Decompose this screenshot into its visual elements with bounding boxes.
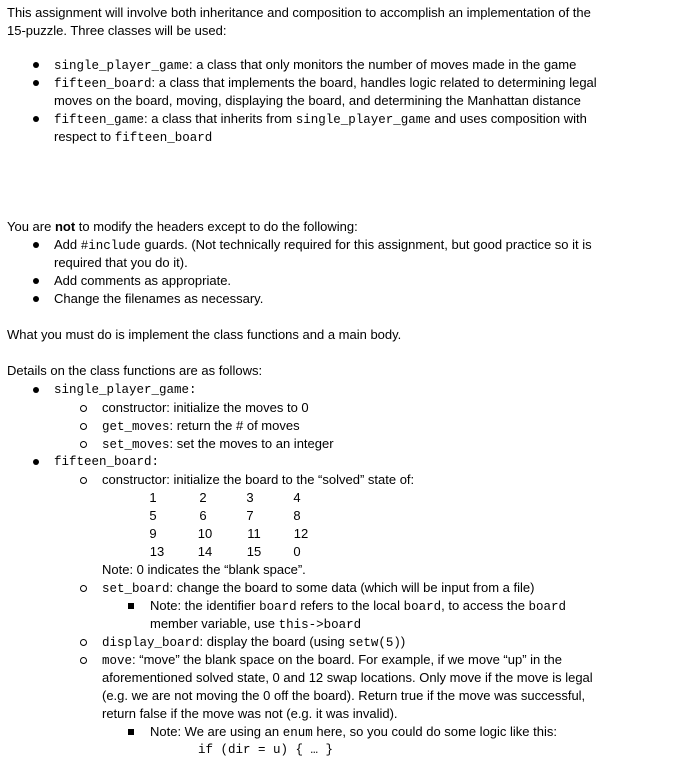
bullet-icon: [33, 459, 39, 465]
grid-cell: 14: [197, 544, 213, 559]
bullet-icon: [33, 242, 39, 248]
task-text: What you must do is implement the class functions and a main body.: [7, 327, 402, 342]
grid-cell: 4: [293, 490, 301, 505]
class-item-single-player-game: single_player_game: a class that only monitors the number of moves made in the game: [54, 57, 577, 73]
rule-item-guards-cont: required that you do it).: [54, 255, 188, 270]
fb-heading: fifteen_board:: [54, 455, 160, 469]
circle-bullet-icon: [80, 477, 87, 484]
spg-set-moves: set_moves: set the moves to an integer: [102, 436, 334, 452]
grid-cell: 3: [246, 490, 254, 505]
grid-cell: 8: [293, 508, 301, 523]
fb-display-board: display_board: display the board (using setw(5)): [102, 634, 406, 650]
class-item-fifteen-board: fifteen_board: a class that implements the board, handles logic related to determining legal: [54, 75, 597, 91]
grid-cell: 11: [247, 526, 261, 541]
circle-bullet-icon: [80, 585, 87, 592]
class-item-fifteen-game: fifteen_game: a class that inherits from single_player_game and uses composition with: [54, 111, 587, 127]
circle-bullet-icon: [80, 405, 87, 412]
fb-constructor: constructor: initialize the board to the “solved” state of:: [102, 472, 415, 487]
grid-cell: 0: [293, 544, 301, 559]
blank-space-note: Note: 0 indicates the “blank space”.: [102, 562, 306, 577]
grid-cell: 7: [246, 508, 254, 523]
bullet-icon: [33, 278, 39, 284]
grid-cell: 13: [149, 544, 165, 559]
bullet-icon: [33, 80, 39, 86]
fb-move: move: “move” the blank space on the board. For example, if we move “up” in the: [102, 652, 562, 668]
bullet-icon: [33, 296, 39, 302]
bullet-icon: [33, 116, 39, 122]
fb-move-cont-3: return false if the move was not (e.g. it was invalid).: [102, 706, 398, 721]
spg-constructor: constructor: initialize the moves to 0: [102, 400, 309, 415]
circle-bullet-icon: [80, 639, 87, 646]
grid-cell: 5: [149, 508, 157, 523]
fb-move-cont-2: (e.g. we are not moving the 0 off the board). Return true if the move was successful,: [102, 688, 586, 703]
fb-move-cont-1: aforementioned solved state, 0 and 12 swap locations. Only move if the move is legal: [102, 670, 593, 685]
code-example: if (dir = u) { … }: [198, 743, 334, 757]
rule-item-comments: Add comments as appropriate.: [54, 273, 232, 288]
class-item-fifteen-board-cont: moves on the board, moving, displaying the board, and determining the Manhattan distance: [54, 93, 581, 108]
grid-cell: 9: [149, 526, 157, 541]
bullet-icon: [33, 62, 39, 68]
square-bullet-icon: [128, 603, 134, 609]
enum-note: Note: We are using an enum here, so you could do some logic like this:: [150, 724, 557, 740]
circle-bullet-icon: [80, 441, 87, 448]
grid-cell: 1: [149, 490, 157, 505]
details-heading: Details on the class functions are as follows:: [7, 363, 263, 378]
grid-cell: 10: [197, 526, 213, 541]
intro-line-1: This assignment will involve both inheritance and composition to accomplish an implementation of the: [7, 5, 591, 20]
circle-bullet-icon: [80, 657, 87, 664]
set-board-note: Note: the identifier board refers to the local board, to access the board: [150, 598, 567, 614]
intro-line-2: 15-puzzle. Three classes will be used:: [7, 23, 227, 38]
square-bullet-icon: [128, 729, 134, 735]
rule-item-filenames: Change the filenames as necessary.: [54, 291, 264, 306]
circle-bullet-icon: [80, 423, 87, 430]
grid-cell: 12: [293, 526, 309, 541]
grid-cell: 15: [246, 544, 262, 559]
grid-cell: 2: [199, 490, 207, 505]
grid-cell: 6: [199, 508, 207, 523]
spg-get-moves: get_moves: return the # of moves: [102, 418, 300, 434]
bullet-icon: [33, 387, 39, 393]
rule-item-guards: Add #include guards. (Not technically required for this assignment, but good practice so it is: [54, 237, 592, 253]
rules-heading: You are not to modify the headers except to do the following:: [7, 219, 358, 234]
fb-set-board: set_board: change the board to some data (which will be input from a file): [102, 580, 535, 596]
spg-heading: single_player_game:: [54, 383, 197, 397]
class-item-fifteen-game-cont: respect to fifteen_board: [54, 129, 213, 145]
set-board-note-cont: member variable, use this->board: [150, 616, 362, 632]
